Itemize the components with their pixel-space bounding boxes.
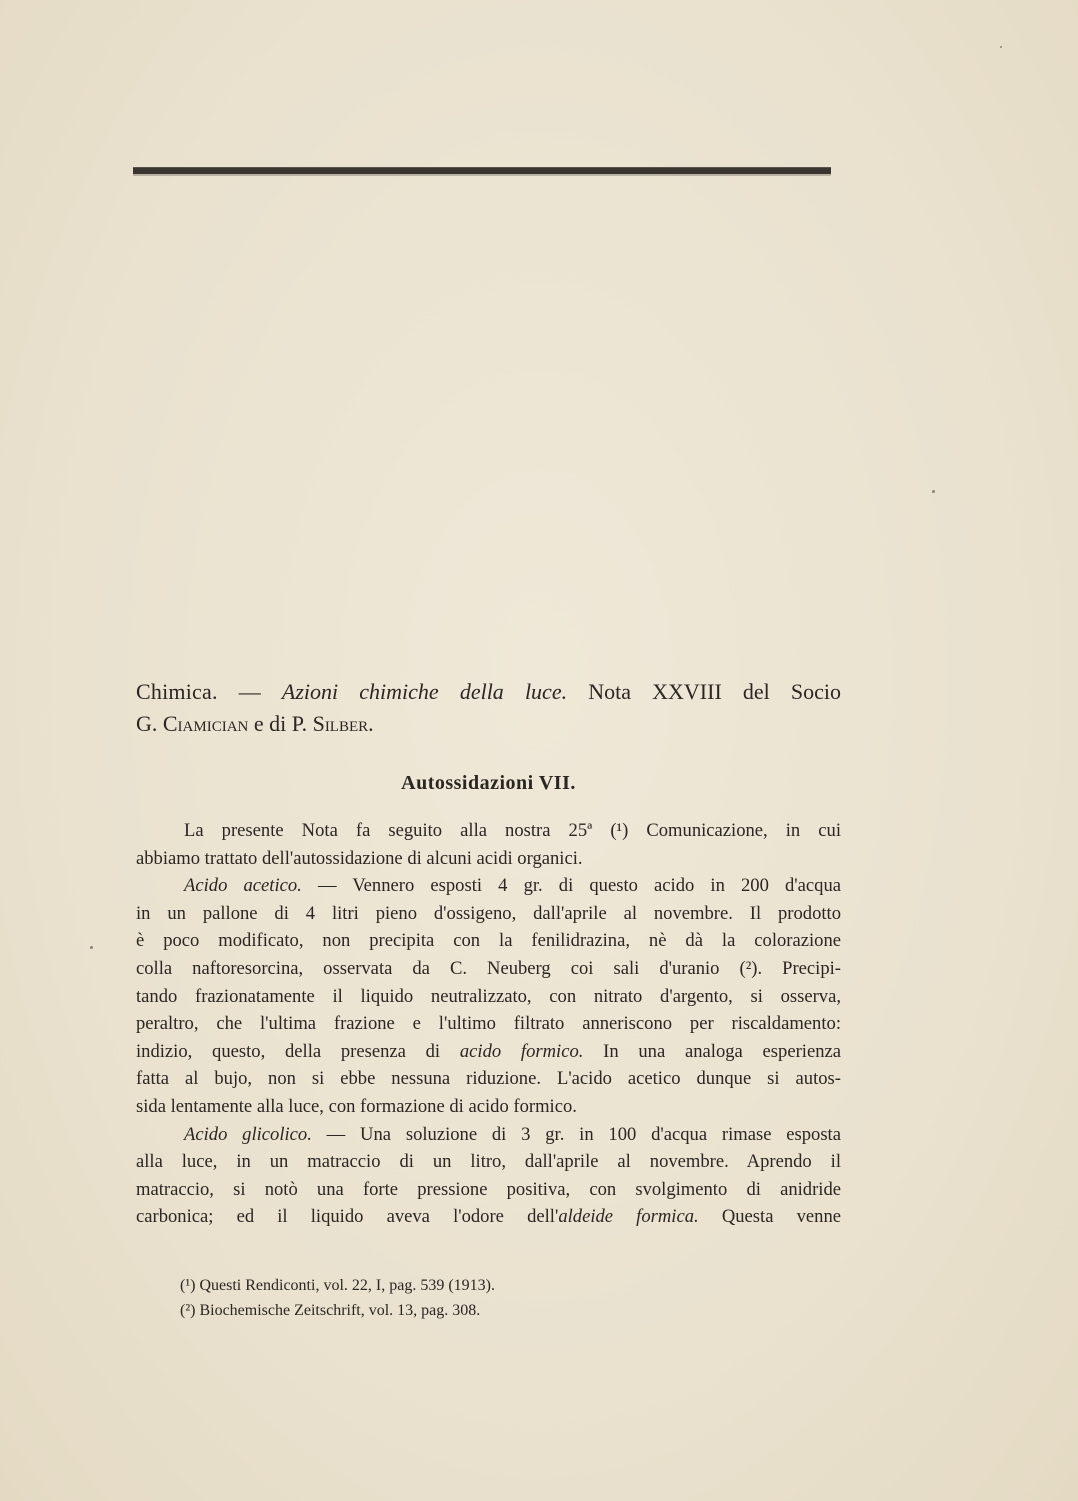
body-line: tando frazionatamente il liquido neutralizzato, con nitrato d'argento, si osserva, bbox=[136, 985, 841, 1007]
body-line: Acido acetico. — Vennero esposti 4 gr. di questo acido in 200 d'acqua bbox=[184, 875, 841, 897]
paper-speck bbox=[1000, 46, 1002, 48]
body-line: colla naftoresorcina, osservata da C. Neuberg coi sali d'uranio (²). Precipi- bbox=[136, 957, 841, 979]
footnote-1 bbox=[180, 1273, 820, 1298]
nota-label: Nota XXVIII del Socio bbox=[588, 679, 842, 704]
article-title: Azioni chimiche della luce. bbox=[281, 679, 568, 704]
top-rule bbox=[133, 167, 831, 174]
author-conjunction: e di bbox=[253, 711, 287, 736]
italic-term: Acido glicolico. bbox=[184, 1123, 312, 1145]
body-line: sida lentamente alla luce, con formazione di acido formico. bbox=[136, 1095, 577, 1117]
body-line: Acido glicolico. — Una soluzione di 3 gr. in 100 d'acqua rimase esposta bbox=[184, 1123, 841, 1145]
body-text bbox=[136, 817, 841, 1231]
italic-term: Acido acetico. bbox=[184, 875, 302, 897]
footnotes bbox=[180, 1273, 820, 1323]
author-silber: P. Silber. bbox=[291, 711, 374, 736]
body-line: in un pallone di 4 litri pieno d'ossigeno, dall'aprile al novembre. Il prodotto bbox=[136, 902, 841, 924]
author-ciamician: G. Ciamician bbox=[136, 711, 249, 736]
heading-line-1 bbox=[136, 676, 841, 708]
body-line: fatta al bujo, non si ebbe nessuna riduzione. L'acido acetico dunque si autos- bbox=[136, 1068, 841, 1090]
footnote-mark: (¹) bbox=[180, 1277, 196, 1294]
footnote-2 bbox=[180, 1298, 820, 1323]
body-line: alla luce, in un matraccio di un litro, dall'aprile al novembre. Aprendo il bbox=[136, 1151, 841, 1173]
heading-line-2 bbox=[136, 708, 841, 740]
body-line: matraccio, si notò una forte pressione positiva, con svolgimento di anidride bbox=[136, 1178, 841, 1200]
body-line: peraltro, che l'ultima frazione e l'ultimo filtrato anneriscono per riscaldamento: bbox=[136, 1013, 841, 1035]
paper-speck bbox=[90, 946, 93, 949]
top-rule-shadow bbox=[133, 174, 831, 176]
body-line: La presente Nota fa seguito alla nostra 25ª (¹) Comunicazione, in cui bbox=[184, 820, 841, 841]
article-heading bbox=[136, 676, 841, 740]
footnote-text: Questi Rendiconti, vol. 22, I, pag. 539 (1913). bbox=[199, 1277, 495, 1294]
footnote-text: Biochemische Zeitschrift, vol. 13, pag. 308. bbox=[199, 1302, 481, 1319]
body-line: indizio, questo, della presenza di acido formico. In una analoga esperienza bbox=[136, 1040, 841, 1062]
body-line: è poco modificato, non precipita con la fenilidrazina, nè dà la colorazione bbox=[136, 930, 841, 952]
paper-speck bbox=[932, 490, 935, 493]
subheading: Autossidazioni VII. bbox=[401, 772, 576, 794]
footnote-mark: (²) bbox=[180, 1302, 196, 1319]
italic-term: acido formico. bbox=[459, 1040, 584, 1062]
italic-term: aldeide formica. bbox=[558, 1206, 699, 1228]
body-line: carbonica; ed il liquido aveva l'odore dell'aldeide formica. Questa venne bbox=[136, 1206, 842, 1228]
heading-dash: — bbox=[238, 679, 261, 704]
body-line: abbiamo trattato dell'autossidazione di alcuni acidi organici. bbox=[136, 847, 583, 869]
section-label: Chimica. bbox=[136, 679, 218, 704]
